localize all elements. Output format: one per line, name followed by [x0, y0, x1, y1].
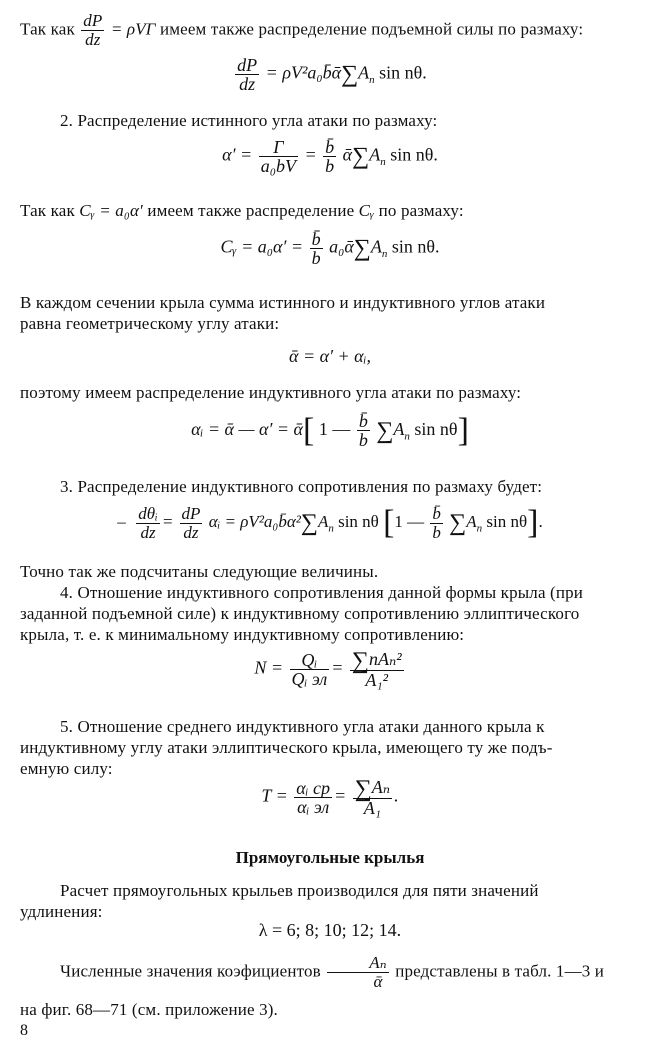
paragraph-coefficients: Численные значения коэфициентов $\frac{\text{Aₙ}}{\text{ᾱ}}$ представлены в табл. 1—3 и на фиг. 68—71 (см. приложение 3).	[20, 953, 605, 1019]
equation-N: N = $\frac{\text{Qᵢ}}{\text{Qᵢ эл}}$ = $\frac{\text{∑nAₙ²}}{\text{A₁²}}$	[254, 648, 402, 690]
equation-true-angle: α′ = $\frac{\Gamma}{\text{a₀bV}}$ = $\frac{b̄}{b}$ $ᾱ\sum A_n$ sin nθ.	[222, 137, 438, 176]
paragraph-cy: Так как Cᵧ = a₀α′ имеем также распределение Cᵧ по размаху:	[20, 201, 464, 220]
equation-induced-drag: – $\frac{\text{dθᵢ}}{dz}$ = $\frac{dP}{dz}$ αᵢ = $\rho V^2a_0b̄\alpha^2\sum A_n$ sin nθ [1 — $\frac{b̄}{b}$ $\sum A_n$ sin nθ].	[117, 503, 543, 542]
equation-lambda: λ = 6; 8; 10; 12; 14.	[258, 920, 402, 940]
section-heading: Прямоугольные крылья	[235, 848, 425, 867]
paragraph-induced-angle: поэтому имеем распределение индуктивного угла атаки по размаху:	[20, 383, 522, 402]
text: Так как	[20, 19, 75, 39]
page-number: 8	[20, 1022, 28, 1039]
formula: = ρVΓ	[110, 19, 156, 39]
paragraph-angles-sum: В каждом сечении крыла сумма истинного и индуктивного углов атаки равна геометрическому углу атаки:	[20, 293, 546, 333]
equation-lift: $\frac{dP}{dz}$ = $\rho V^2a_0b̄ᾱ\sum A_n$ sin nθ.	[237, 55, 427, 94]
paragraph-ratio-angle: 5. Отношение среднего индуктивного угла атаки данного крыла к индуктивному углу атаки эллиптического крыла, имеющего ту же подъ- емную силу:	[20, 717, 553, 778]
fraction: $\frac{dP}{dz}$	[83, 11, 103, 49]
paragraph-induced-drag: 3. Распределение индуктивного сопротивления по размаху будет:	[60, 477, 543, 496]
text: имеем также распределение подъемной силы по размаху:	[159, 19, 584, 39]
paragraph-ratio-drag: Точно так же подсчитаны следующие величины. 4. Отношение индуктивного сопротивления данной формы крыла (при заданной подъемной силе) к индуктивному сопротивлению эллиптического крыла, т. е. к минимальному индуктивному сопротивлению:	[20, 562, 583, 644]
equation-induced-angle: αᵢ = ᾱ — α′ = ᾱ[ 1 — $\frac{b̄}{b}$ $\sum A_n$ sin nθ]	[191, 411, 469, 451]
paragraph-true-angle: 2. Распределение истинного угла атаки по размаху:	[60, 111, 438, 130]
equation-T: T = $\frac{\text{αᵢ ср}}{\text{αᵢ эл}}$ = $\frac{\text{∑Aₙ}}{\text{A₁}}$ .	[261, 776, 399, 818]
paragraph-lift-distribution	[20, 12, 642, 49]
paragraph-rect-wings: Расчет прямоугольных крыльев производился для пяти значений удлинения:	[20, 881, 539, 921]
equation-alpha: ᾱ = α′ + αᵢ,	[289, 346, 371, 366]
equation-cy: Cᵧ = a₀α′ = $\frac{b̄}{b}$ $a_0ᾱ\sum A_n$ sin nθ.	[220, 229, 440, 268]
